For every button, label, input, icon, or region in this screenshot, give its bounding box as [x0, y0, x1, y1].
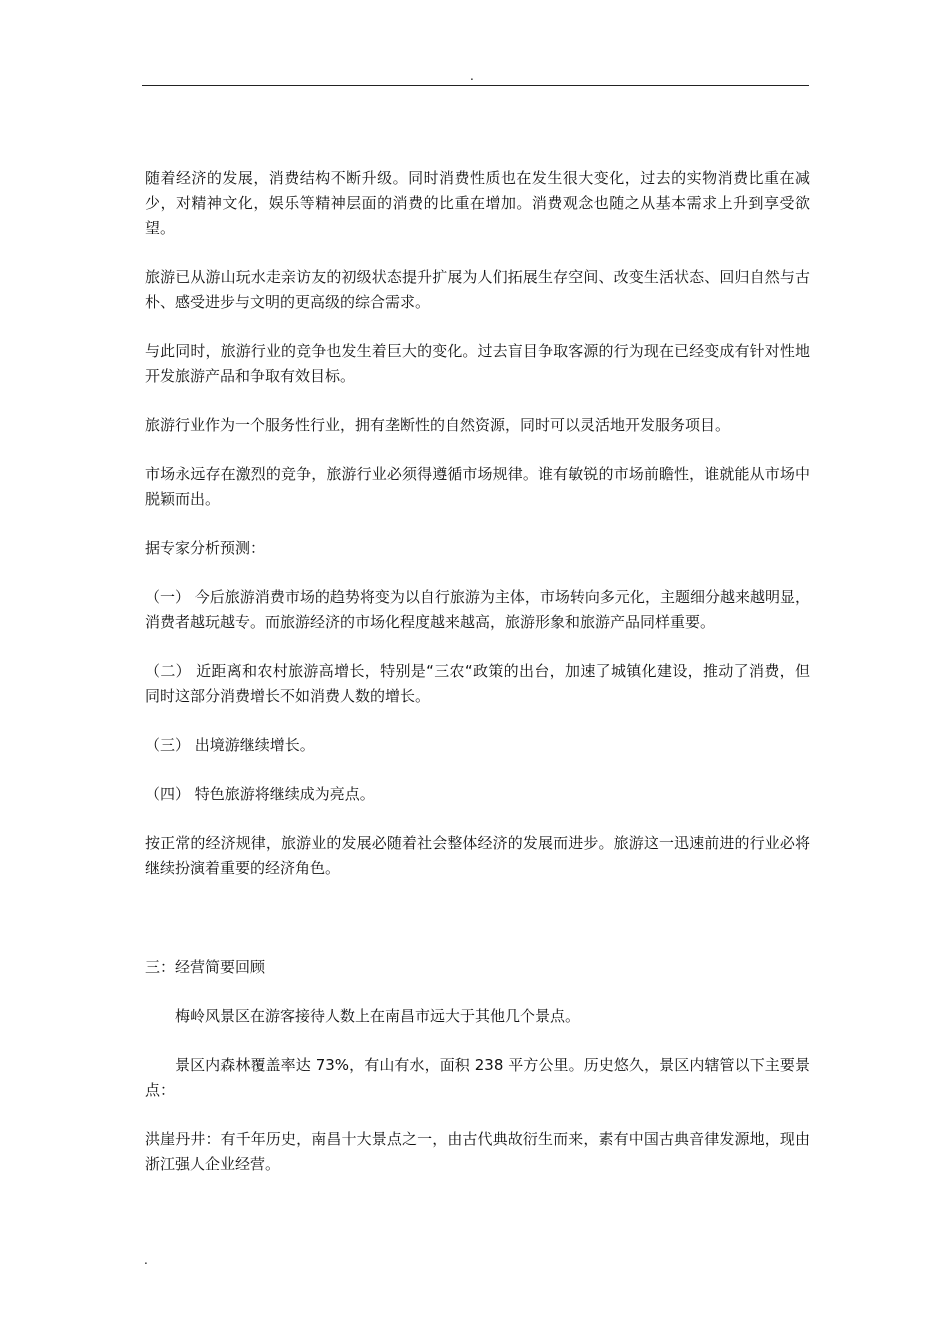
paragraph-economic-role: 按正常的经济规律，旅游业的发展必随着社会整体经济的发展而进步。旅游这一迅速前进的行业必将继续扮演着重要的经济角色。 [145, 834, 810, 877]
header-rule [142, 85, 809, 86]
paragraph-meiling-visitors: 梅岭风景区在游客接待人数上在南昌市远大于其他几个景点。 [175, 1007, 581, 1025]
forecast-item-2: （二） 近距离和农村旅游高增长，特别是“三农“政策的出台，加速了城镇化建设，推动了消费，但同时这部分消费增长不如消费人数的增长。 [145, 662, 810, 705]
paragraph-industry-competition: 与此同时，旅游行业的竞争也发生着巨大的变化。过去盲目争取客源的行为现在已经变成有针对性地开发旅游产品和争取有效目标。 [145, 342, 810, 385]
document-body [145, 166, 810, 1201]
paragraph-hongya-danjing: 洪崖丹井：有千年历史，南昌十大景点之一，由古代典故衍生而来，素有中国古典音律发源地，现由浙江强人企业经营。 [145, 1130, 810, 1173]
paragraph-tourism-demand: 旅游已从游山玩水走亲访友的初级状态提升扩展为人们拓展生存空间、改变生活状态、回归自然与古朴、感受进步与文明的更高级的综合需求。 [145, 268, 810, 311]
paragraph-scenic-area: 景区内森林覆盖率达 73%，有山有水，面积 238 平方公里。历史悠久，景区内辖管以下主要景点： [145, 1056, 810, 1099]
section-heading-review: 三：经营简要回顾 [145, 958, 266, 976]
forecast-item-1: （一） 今后旅游消费市场的趋势将变为以自行旅游为主体，市场转向多元化，主题细分越来越明显，消费者越玩越专。而旅游经济的市场化程度越来越高，旅游形象和旅游产品同样重要。 [145, 588, 810, 631]
header-mark: . [470, 69, 474, 83]
forecast-item-4: （四） 特色旅游将继续成为亮点。 [145, 785, 375, 803]
paragraph-service-industry: 旅游行业作为一个服务性行业，拥有垄断性的自然资源，同时可以灵活地开发服务项目。 [145, 416, 731, 434]
footer-mark: . [144, 1253, 148, 1267]
paragraph-market-rules: 市场永远存在激烈的竞争，旅游行业必须得遵循市场规律。谁有敏锐的市场前瞻性，谁就能从市场中脱颖而出。 [145, 465, 810, 508]
forecast-item-3: （三） 出境游继续增长。 [145, 736, 315, 754]
paragraph-consumption-upgrade: 随着经济的发展，消费结构不断升级。同时消费性质也在发生很大变化，过去的实物消费比重在减少，对精神文化，娱乐等精神层面的消费的比重在增加。消费观念也随之从基本需求上升到享受欲望。 [145, 169, 810, 237]
paragraph-expert-forecast: 据专家分析预测： [145, 539, 266, 557]
